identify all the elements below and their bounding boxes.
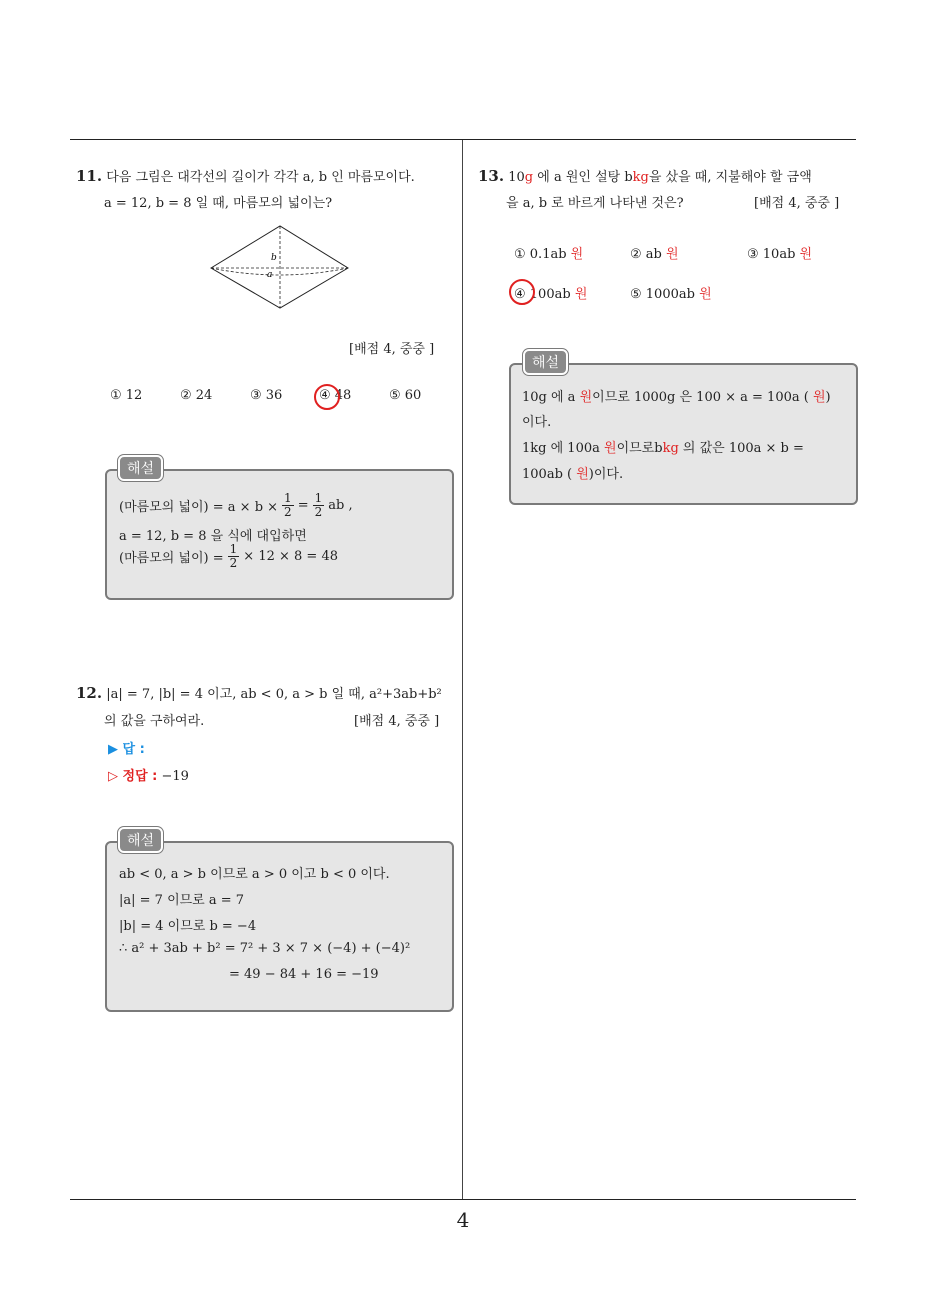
q11-explain-l3-post: × 12 × 8 = 48: [243, 549, 338, 564]
text: 의 값은 100a × b =: [678, 441, 804, 456]
option-text: ④ 100ab: [514, 287, 575, 302]
q12-explain-line2: |a| = 7 이므로 a = 7: [119, 893, 245, 908]
page-number: 4: [456, 1208, 470, 1232]
q13-explain-line3: [522, 437, 804, 456]
text: 이므로 1000g 은 100 × a = 100a (: [592, 390, 813, 405]
rhombus-figure: [205, 222, 355, 314]
answer-circle-mark: [314, 384, 340, 410]
figure-label-b: b: [271, 253, 277, 263]
text: 이므로b: [616, 441, 663, 456]
option-unit: 원: [570, 247, 584, 262]
option-unit: 원: [574, 287, 588, 302]
option-text: ② ab: [630, 247, 666, 262]
q13-explain-line1: [522, 386, 831, 405]
q11-fraction-2: [313, 492, 325, 519]
q13-t1c: 에 a 원인 설탕 b: [533, 170, 633, 185]
unit-won: 원: [576, 467, 589, 482]
q11-fraction-1: [282, 492, 294, 519]
answer-circle-mark: [509, 279, 535, 305]
q12-explain-line5: = 49 − 84 + 16 = −19: [229, 967, 379, 982]
top-rule: [70, 139, 856, 140]
q11-explain-l1-mid: =: [297, 498, 309, 513]
q12-answer-label: ▶ 답 :: [108, 742, 145, 757]
q11-text-1: 다음 그림은 대각선의 길이가 각각 a, b 인 마름모이다.: [106, 170, 415, 185]
q11-number: 11.: [76, 167, 103, 185]
option-text: ③ 10ab: [747, 247, 800, 262]
q13-option-2[interactable]: [630, 243, 679, 262]
q12-line1: [76, 683, 442, 702]
q12-text-2: 의 값을 구하여라.: [104, 714, 205, 729]
q13-score: [배점 4, 중중 ]: [754, 196, 840, 211]
option-unit: 원: [666, 247, 679, 262]
q12-correct-line: [108, 765, 189, 784]
q11-option-4[interactable]: ④ 48: [319, 388, 352, 403]
q11-explain-l1-post: ab ,: [328, 498, 353, 513]
q13-option-1[interactable]: [514, 243, 583, 262]
q13-explain-tag: 해설: [523, 349, 568, 375]
q12-text-1: |a| = 7, |b| = 4 이고, ab < 0, a > b 일 때, a²+3ab+b²: [106, 687, 442, 702]
unit-kg: kg: [662, 441, 679, 456]
q13-option-5[interactable]: [630, 283, 712, 302]
q11-explain-l1-pre: (마름모의 넓이) = a × b ×: [119, 500, 279, 515]
frac-num: 1: [229, 542, 238, 556]
q12-explain-line3: |b| = 4 이므로 b = −4: [119, 919, 257, 934]
option-unit: 원: [699, 287, 712, 302]
text: 100ab (: [522, 467, 577, 482]
q11-explain-line1: [119, 492, 353, 519]
bottom-rule: [70, 1199, 856, 1200]
q12-number: 12.: [76, 684, 103, 702]
frac-num: 1: [314, 491, 323, 505]
figure-label-a: a: [267, 270, 273, 280]
q12-explain-line4: ∴ a² + 3ab + b² = 7² + 3 × 7 × (−4) + (−4)²: [119, 941, 411, 956]
q11-explain-l3-pre: (마름모의 넓이) =: [119, 551, 224, 566]
q13-explain-line4: [522, 463, 623, 482]
q11-option-3[interactable]: ③ 36: [250, 388, 283, 403]
column-divider: [462, 140, 463, 1200]
q13-unit-g: g: [524, 170, 534, 185]
q11-line1: [76, 166, 415, 185]
option-unit: 원: [799, 247, 813, 262]
text: 1kg 에 100a: [522, 441, 604, 456]
q11-explain-tag: 해설: [118, 455, 163, 481]
q13-line1: [478, 166, 812, 185]
q12-explain-line1: ab < 0, a > b 이므로 a > 0 이고 b < 0 이다.: [119, 867, 390, 882]
unit-won: 원: [579, 390, 593, 405]
q13-t1a: 10: [508, 170, 525, 185]
frac-den: 2: [314, 505, 323, 519]
q12-correct-label: ▷ 정답 :: [108, 769, 158, 784]
option-text: ① 0.1ab: [514, 247, 571, 262]
q11-text-2: a = 12, b = 8 일 때, 마름모의 넓이는?: [104, 196, 333, 211]
text: ): [825, 390, 831, 405]
frac-den: 2: [284, 505, 292, 519]
frac-num: 1: [284, 491, 292, 505]
q13-explanation-box: [509, 363, 858, 505]
q13-t1e: 을 샀을 때, 지불해야 할 금액: [648, 170, 812, 185]
q13-option-3[interactable]: [747, 243, 812, 262]
q13-text-2: 을 a, b 로 바르게 나타낸 것은?: [506, 196, 684, 211]
q12-score: [배점 4, 중중 ]: [354, 714, 440, 729]
q13-explain-line2: 이다.: [522, 415, 552, 430]
text: )이다.: [588, 467, 624, 482]
q11-fraction-3: [228, 543, 240, 570]
q11-option-1[interactable]: ① 12: [110, 388, 143, 403]
q12-explain-tag: 해설: [118, 827, 163, 853]
unit-won: 원: [812, 390, 826, 405]
q11-option-5[interactable]: ⑤ 60: [389, 388, 422, 403]
text: 10g 에 a: [522, 390, 580, 405]
option-text: ⑤ 1000ab: [630, 287, 700, 302]
frac-den: 2: [229, 556, 238, 570]
q11-explain-line3: [119, 543, 338, 570]
q13-unit-kg: kg: [632, 170, 649, 185]
q11-option-2[interactable]: ② 24: [180, 388, 213, 403]
q12-correct-value: −19: [161, 769, 189, 784]
q11-explain-line2: a = 12, b = 8 을 식에 대입하면: [119, 529, 307, 544]
q13-number: 13.: [478, 167, 505, 185]
q11-score: [배점 4, 중중 ]: [349, 342, 435, 357]
unit-won: 원: [604, 441, 617, 456]
